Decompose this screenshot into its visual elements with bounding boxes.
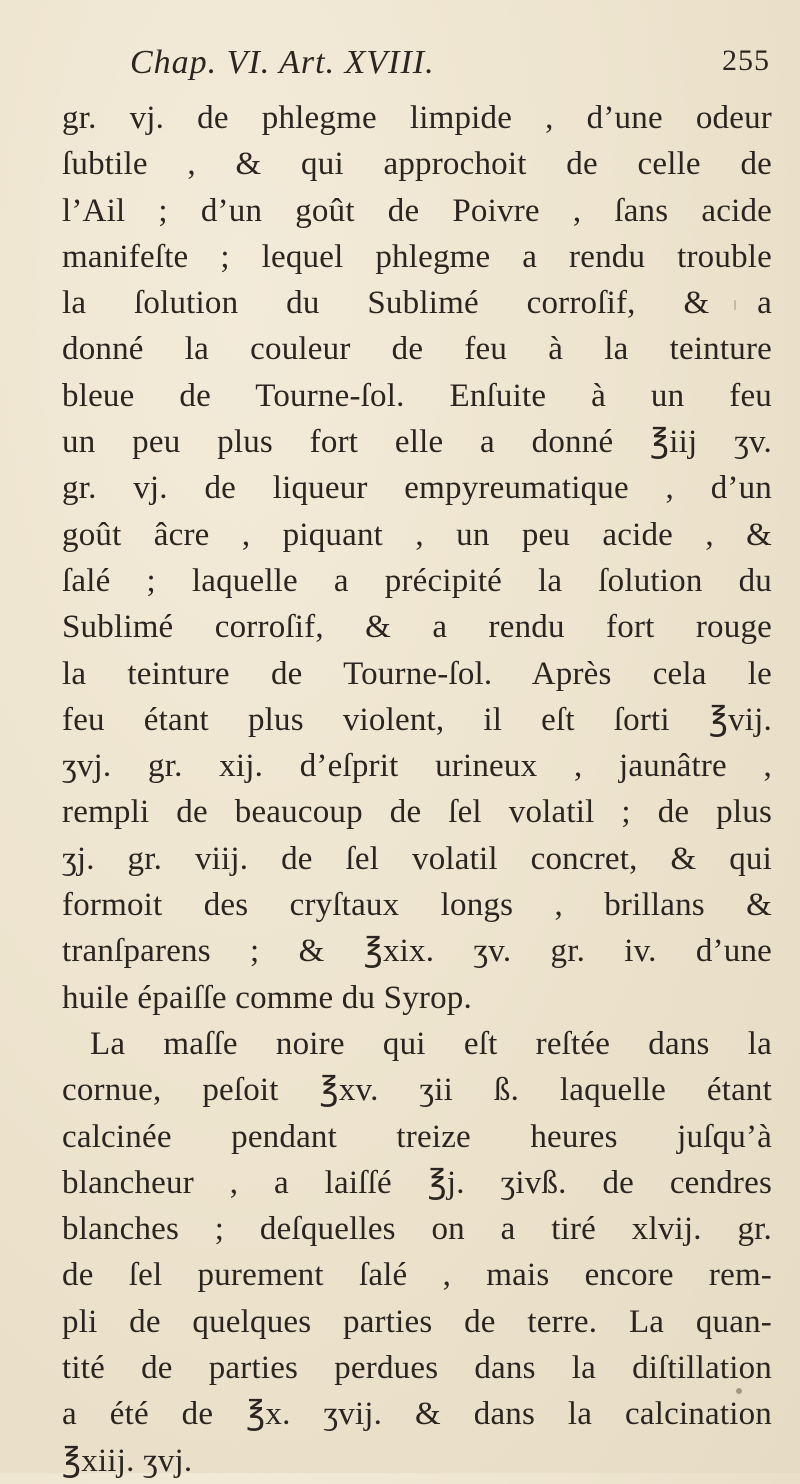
text-line: ſubtile , & qui approchoit de celle de	[62, 146, 772, 183]
text-line: ʒvj. gr. xij. d’eſprit urineux , jaunâtre ,	[62, 748, 772, 785]
text-line: Sublimé corroſif, & a rendu fort rouge	[62, 609, 772, 646]
paper-speck	[736, 1388, 742, 1394]
text-line: l’Ail ; d’un goût de Poivre , ſans acide	[62, 192, 772, 229]
text-line: blanches ; deſquelles on a tiré xlvij. gr.	[62, 1211, 772, 1248]
text-line: bleue de Tourne-ſol. Enſuite à un feu	[62, 377, 772, 414]
text-line: un peu plus fort elle a donné ℥iij ʒv.	[62, 424, 772, 461]
text-line: la teinture de Tourne-ſol. Après cela le	[62, 655, 772, 692]
text-line: ʒj. gr. viij. de ſel volatil concret, & qui	[62, 840, 772, 877]
text-line: pli de quelques parties de terre. La quan-	[62, 1303, 772, 1340]
text-line: rempli de beaucoup de ſel volatil ; de plus	[62, 794, 772, 831]
text-line: blancheur , a laiſſé ℥j. ʒivß. de cendres	[62, 1164, 772, 1201]
page-number: 255	[722, 44, 770, 77]
text-line: ſalé ; laquelle a précipité la ſolution du	[62, 562, 772, 599]
text-line: gr. vj. de liqueur empyreumatique , d’un	[62, 470, 772, 507]
running-title: Chap. VI. Art. XVIII.	[130, 44, 435, 81]
text-line: de ſel purement ſalé , mais encore rem-	[62, 1257, 772, 1294]
paragraph-end-line: ℥xiij. ʒvj.	[62, 1442, 193, 1479]
body-text	[62, 95, 772, 1484]
text-line: feu étant plus violent, il eſt ſorti ℥vij.	[62, 701, 772, 738]
text-line: donné la couleur de feu à la teinture	[62, 331, 772, 368]
page-header	[130, 44, 770, 94]
text-line: cornue, peſoit ℥xv. ʒii ß. laquelle étant	[62, 1072, 772, 1109]
text-line: calcinée pendant treize heures juſqu’à	[62, 1118, 772, 1155]
text-line: tité de parties perdues dans la diſtillation	[62, 1350, 772, 1387]
text-line: a été de ℥x. ʒvij. & dans la calcination	[62, 1396, 772, 1433]
text-line: tranſparens ; & ℥xix. ʒv. gr. iv. d’une	[62, 933, 772, 970]
paper-speck	[734, 300, 736, 310]
text-line: goût âcre , piquant , un peu acide , &	[62, 516, 772, 553]
paragraph-start-line: La maſſe noire qui eſt reſtée dans la	[90, 1025, 772, 1062]
text-line: formoit des cryſtaux longs , brillans &	[62, 887, 772, 924]
text-line: manifeſte ; lequel phlegme a rendu trouble	[62, 238, 772, 275]
paragraph-end-line: huile épaiſſe comme du Syrop.	[62, 979, 472, 1016]
text-line: gr. vj. de phlegme limpide , d’une odeur	[62, 100, 772, 136]
text-line: la ſolution du Sublimé corroſif, & a	[62, 285, 772, 322]
